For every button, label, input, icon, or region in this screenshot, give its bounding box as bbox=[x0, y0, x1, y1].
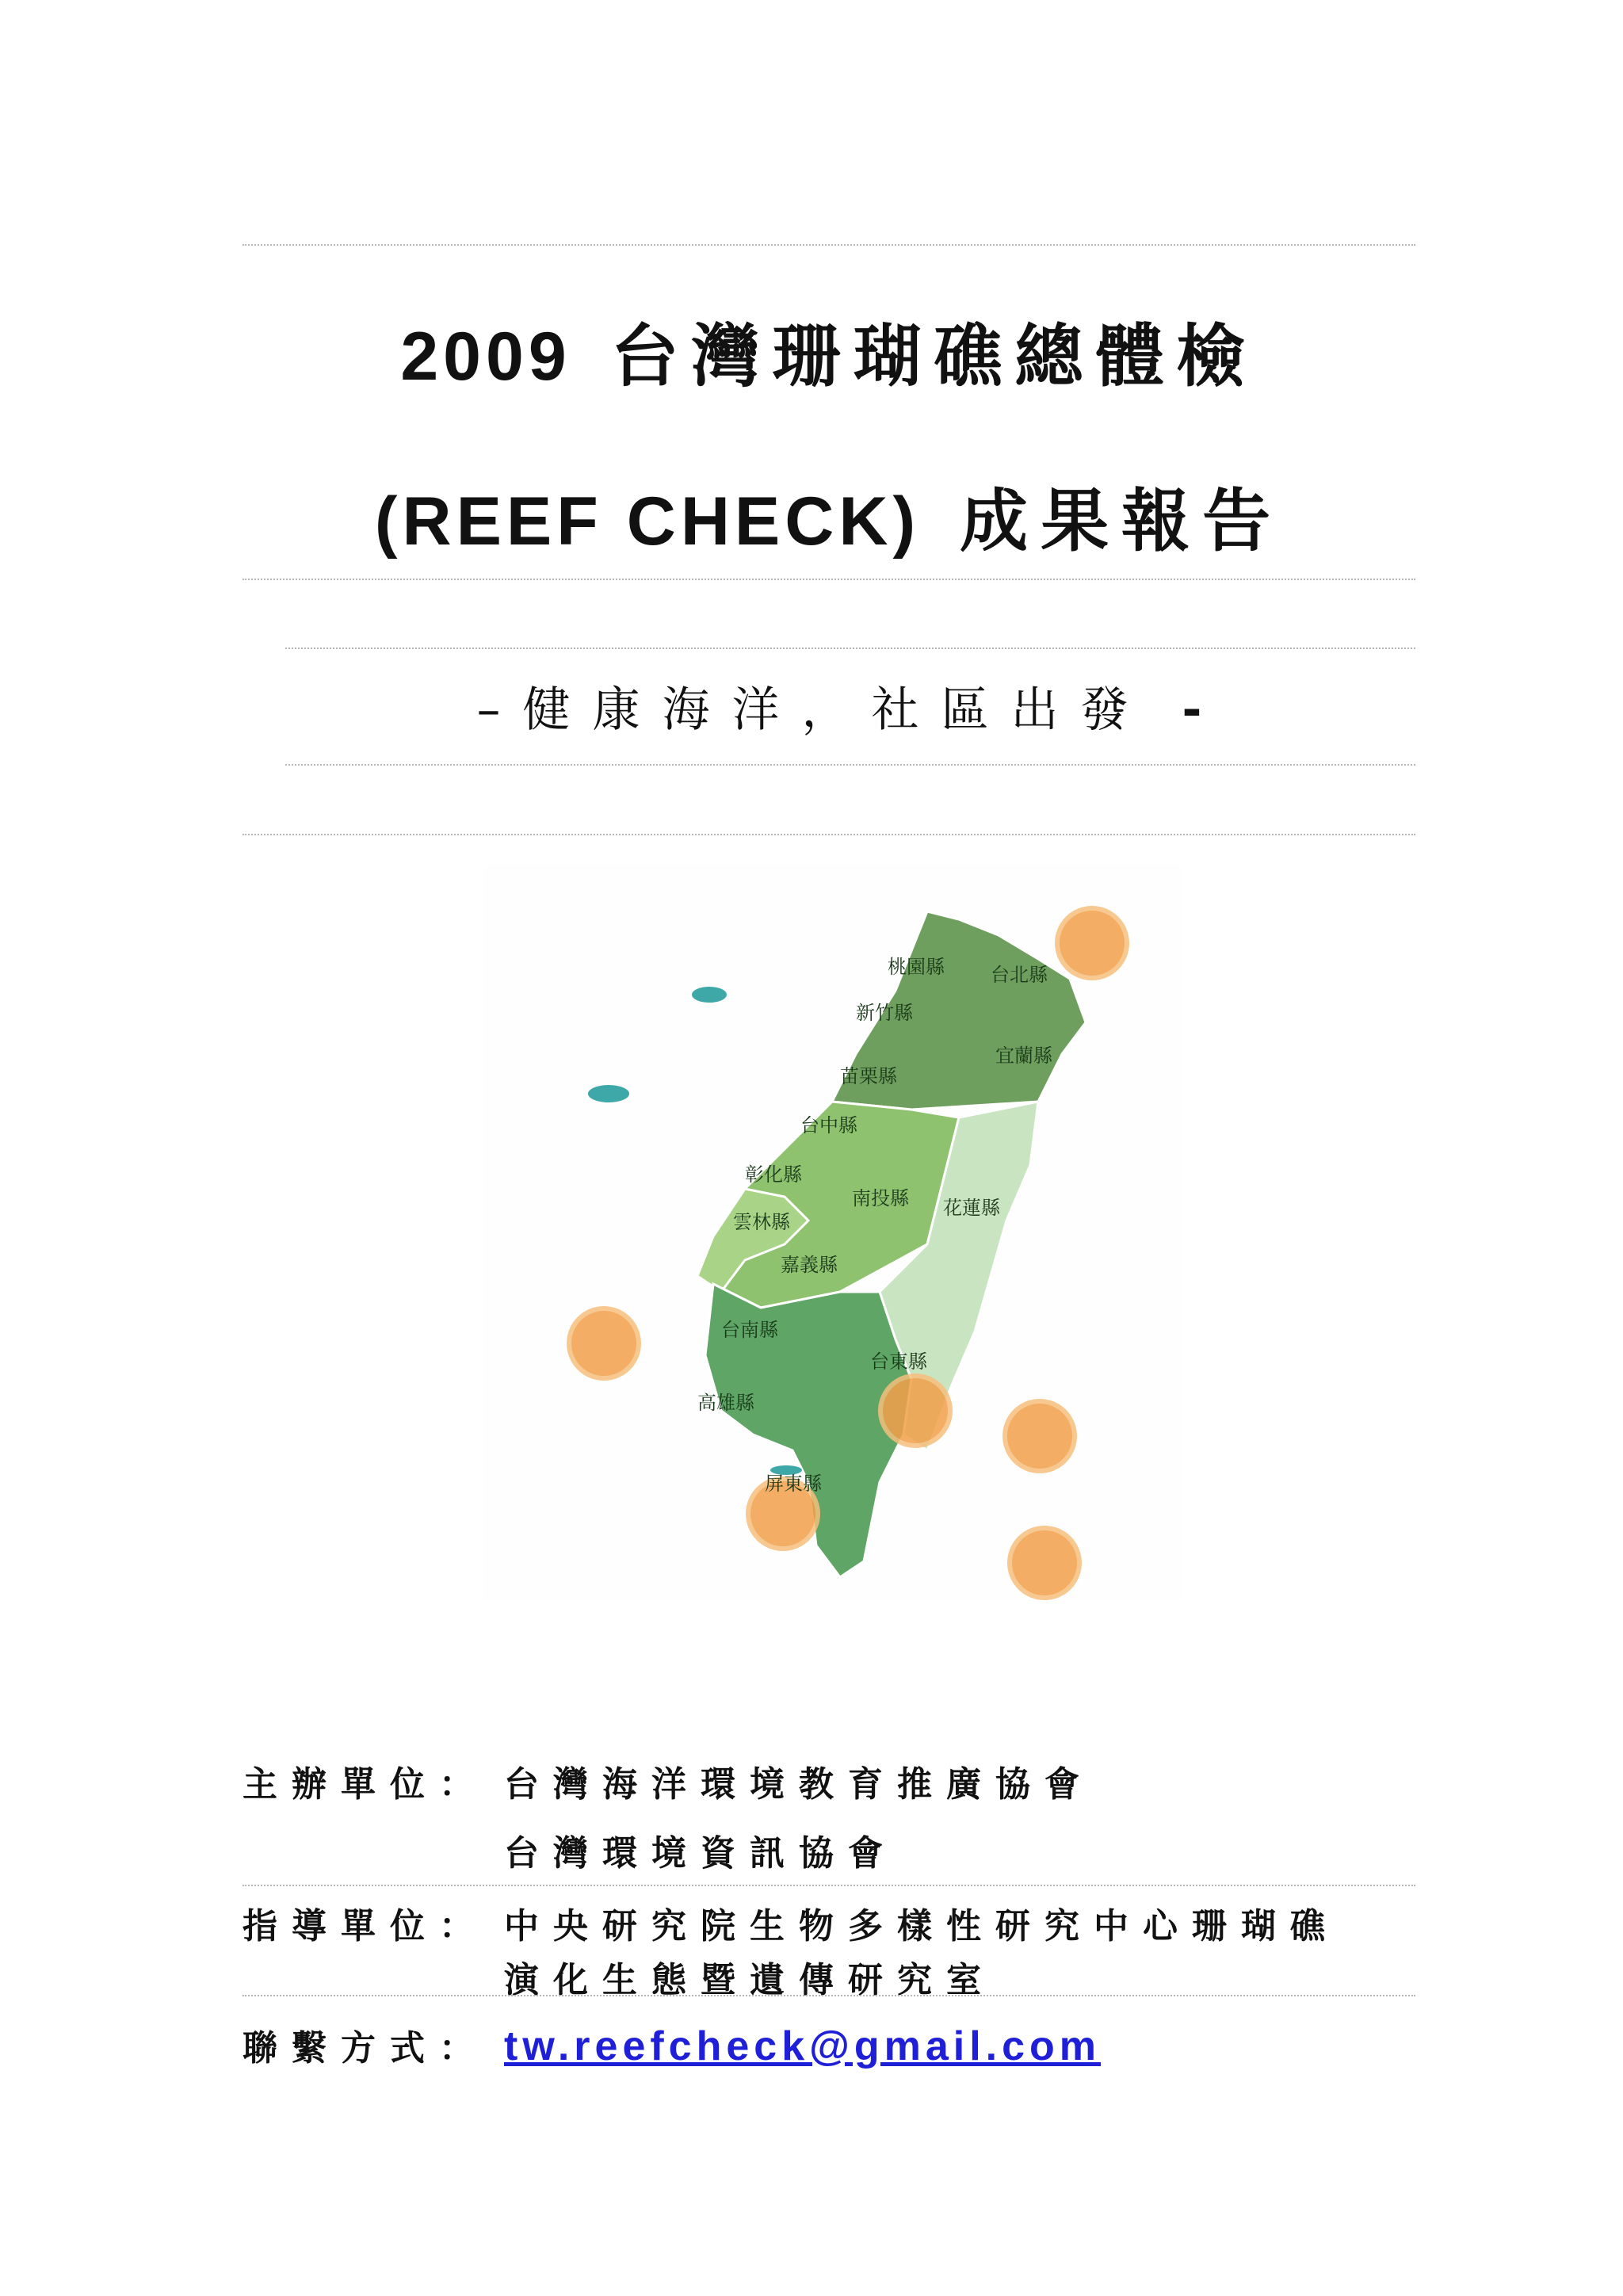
label-yunlin: 雲林縣 bbox=[733, 1211, 790, 1233]
label-pingtung: 屏東縣 bbox=[765, 1473, 822, 1495]
title-bottom-rule bbox=[242, 579, 1415, 580]
label-taitung: 台東縣 bbox=[870, 1350, 927, 1373]
subtitle bbox=[285, 672, 1415, 740]
label-hsinchu: 新竹縣 bbox=[856, 1002, 913, 1024]
host-org-2: 台灣環境資訊協會 bbox=[504, 1833, 897, 1874]
host-row-2 bbox=[242, 1824, 1431, 1875]
advisor-org-2: 演化生態暨遺傳研究室 bbox=[504, 1960, 995, 2000]
label-taoyuan: 桃園縣 bbox=[888, 956, 945, 978]
title-line-2 bbox=[242, 466, 1415, 564]
marker-lanyu bbox=[1010, 1528, 1079, 1598]
marker-taitung bbox=[880, 1376, 950, 1446]
island-penghu-south bbox=[588, 1085, 629, 1102]
taiwan-map bbox=[483, 864, 1181, 1601]
title-line-1 bbox=[242, 301, 1415, 399]
label-yilan: 宜蘭縣 bbox=[995, 1045, 1052, 1067]
label-chiayi: 嘉義縣 bbox=[781, 1254, 838, 1276]
contact-row bbox=[242, 2019, 1431, 2070]
label-kaohsiung: 高雄縣 bbox=[697, 1392, 754, 1414]
host-row-1 bbox=[242, 1755, 1431, 1806]
host-label: 主辦單位： bbox=[242, 1764, 488, 1805]
host-rule bbox=[242, 1885, 1415, 1886]
contact-label: 聯繫方式： bbox=[242, 2028, 488, 2069]
label-taipei: 台北縣 bbox=[991, 964, 1048, 986]
subtitle-suffix: - bbox=[1182, 682, 1224, 738]
title-report: 成果報告 bbox=[960, 482, 1284, 561]
advisor-label: 指導單位： bbox=[242, 1906, 488, 1946]
title-english: (REEF CHECK) bbox=[374, 483, 921, 560]
title-top-rule bbox=[242, 244, 1415, 246]
label-nantou: 南投縣 bbox=[852, 1187, 909, 1209]
subtitle-bottom-rule bbox=[285, 764, 1415, 766]
label-tainan: 台南縣 bbox=[721, 1319, 778, 1341]
marker-northeast bbox=[1057, 908, 1127, 978]
map-top-rule bbox=[242, 834, 1415, 835]
island-penghu-north bbox=[692, 987, 727, 1003]
label-miaoli: 苗栗縣 bbox=[840, 1065, 897, 1087]
label-changhua: 彰化縣 bbox=[745, 1163, 802, 1186]
advisor-org-1: 中央研究院生物多樣性研究中心珊瑚礁 bbox=[504, 1906, 1339, 1946]
advisor-rule bbox=[242, 1995, 1415, 1996]
subtitle-top-rule bbox=[285, 648, 1415, 649]
taiwan-map-svg bbox=[483, 864, 1181, 1601]
contact-email-link[interactable]: tw.reefcheck@gmail.com bbox=[504, 2023, 1102, 2069]
host-org-1: 台灣海洋環境教育推廣協會 bbox=[504, 1764, 1094, 1805]
marker-greenisland bbox=[1005, 1401, 1075, 1471]
title-year: 2009 bbox=[400, 319, 571, 395]
label-hualien: 花蓮縣 bbox=[943, 1197, 1000, 1219]
marker-penghu bbox=[569, 1308, 639, 1378]
title-chinese: 台灣珊瑚礁總體檢 bbox=[610, 317, 1258, 396]
label-taichung: 台中縣 bbox=[800, 1114, 857, 1137]
subtitle-text: –健康海洋，社區出發 bbox=[476, 682, 1151, 738]
advisor-row-1 bbox=[242, 1897, 1431, 1948]
